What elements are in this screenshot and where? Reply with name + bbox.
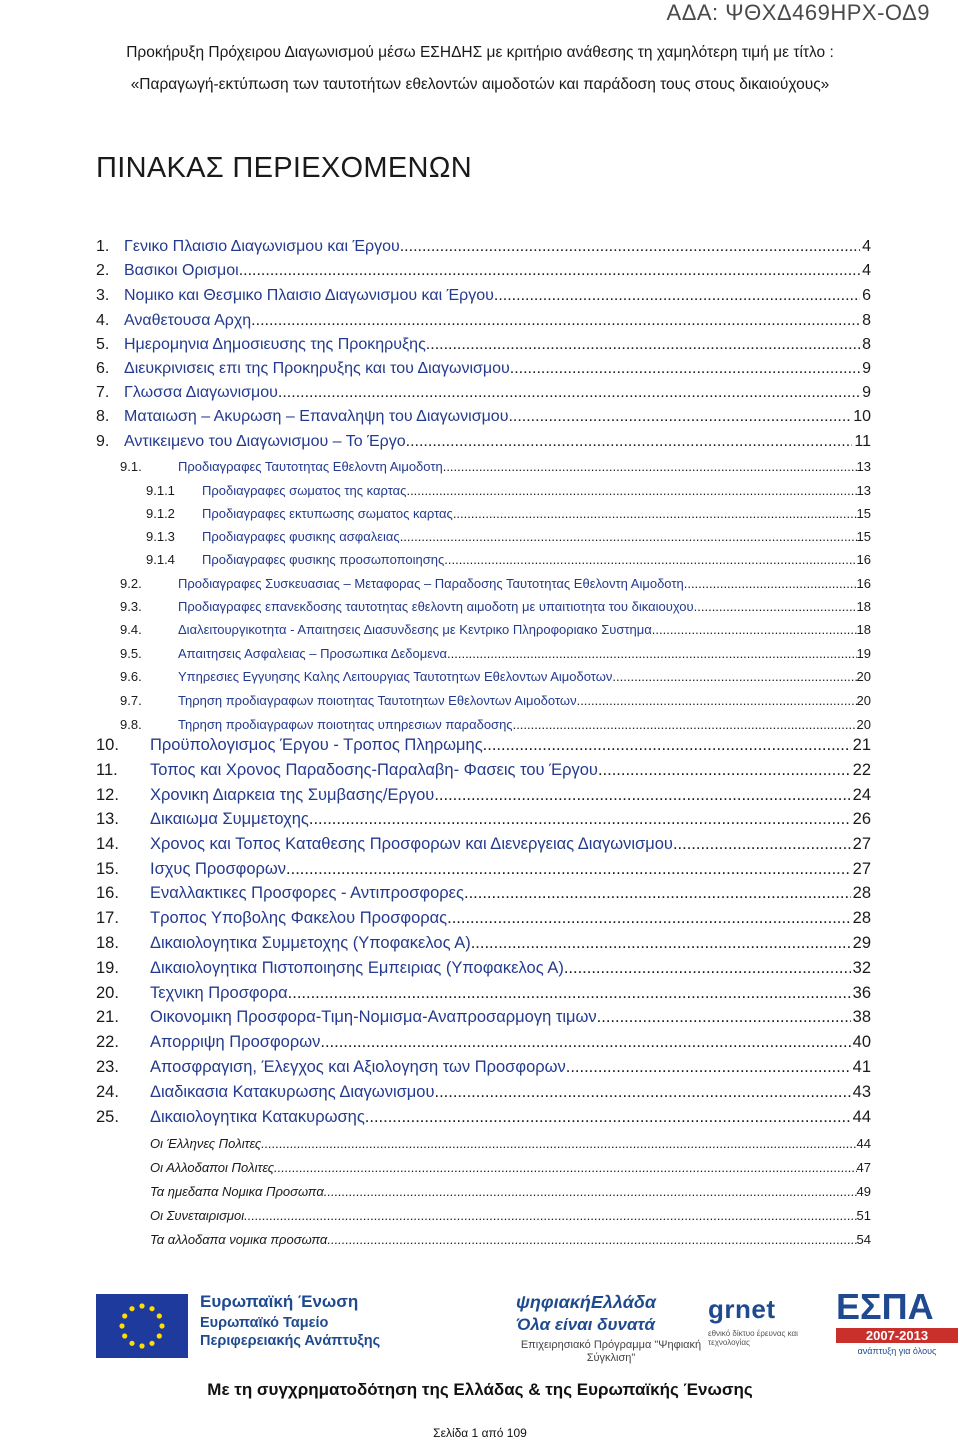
toc-entry-number: 8. bbox=[96, 408, 110, 425]
toc-entry-title: Απαιτησεις Ασφαλειας – Προσωπικα Δεδομενα bbox=[178, 646, 448, 661]
toc-entry[interactable] bbox=[96, 238, 871, 260]
toc-entry-page: 18 bbox=[856, 599, 871, 614]
toc-entry-title: Αποσφραγιση, Έλεγχος και Αξιολογηση των Προσφορων bbox=[150, 1058, 566, 1076]
toc-leader-dots bbox=[684, 576, 857, 591]
toc-entry[interactable] bbox=[150, 1208, 871, 1223]
toc-entry[interactable] bbox=[96, 835, 871, 857]
toc-leader-dots bbox=[288, 984, 851, 1003]
toc-leader-dots bbox=[577, 693, 857, 708]
toc-entry-page: 20 bbox=[856, 693, 871, 708]
toc-entry-number: 9.5. bbox=[120, 646, 142, 661]
toc-leader-dots bbox=[564, 959, 851, 978]
toc-entry-number: 5. bbox=[96, 336, 110, 353]
toc-entry-title: Προδιαγραφες Ταυτοτητας Εθελοντη Αιμοδοτη bbox=[178, 459, 443, 474]
toc-entry-page: 16 bbox=[856, 552, 871, 567]
dg-name: ψηφιακήΕλλάδα bbox=[516, 1292, 657, 1312]
toc-entry-title: Αντικειμενο του Διαγωνισμου – Το Έργο bbox=[124, 433, 406, 450]
toc-entry-number: 7. bbox=[96, 384, 110, 401]
toc-leader-dots bbox=[327, 1232, 856, 1247]
toc-entry-page: 13 bbox=[856, 483, 871, 498]
toc-entry[interactable] bbox=[146, 483, 871, 498]
toc-entry[interactable] bbox=[96, 360, 871, 382]
toc-leader-dots bbox=[400, 238, 860, 256]
toc-entry-number: 24. bbox=[96, 1083, 119, 1101]
toc-entry-number: 17. bbox=[96, 909, 119, 927]
eu-star-icon bbox=[139, 1343, 144, 1348]
eu-star-icon bbox=[122, 1333, 127, 1338]
toc-entry-title: Τα αλλοδαπα νομικα προσωπα bbox=[150, 1232, 328, 1247]
toc-entry-page: 15 bbox=[856, 506, 871, 521]
toc-entry-number: 9.8. bbox=[120, 717, 142, 732]
toc-entry-title: Προδιαγραφες φυσικης προσωποποιησης bbox=[202, 552, 445, 567]
toc-entry-page: 15 bbox=[856, 529, 871, 544]
toc-entry-page: 54 bbox=[856, 1232, 871, 1247]
toc-entry-page: 9 bbox=[862, 360, 871, 377]
toc-entry[interactable] bbox=[96, 262, 871, 284]
toc-entry-page: 24 bbox=[852, 786, 871, 804]
toc-leader-dots bbox=[444, 552, 856, 567]
toc-leader-dots bbox=[406, 483, 856, 498]
toc-leader-dots bbox=[598, 761, 851, 780]
toc-entry-page: 29 bbox=[852, 934, 871, 952]
toc-entry[interactable] bbox=[96, 959, 871, 981]
toc-entry-title: Ημερομηνια Δημοσιευσης της Προκηρυξης bbox=[124, 336, 426, 353]
toc-entry-number: 10. bbox=[96, 736, 119, 754]
toc-entry-number: 9.3. bbox=[120, 599, 142, 614]
toc-entry-number: 2. bbox=[96, 262, 110, 279]
toc-entry[interactable] bbox=[120, 646, 871, 661]
toc-entry[interactable] bbox=[150, 1232, 871, 1247]
toc-entry-number: 14. bbox=[96, 835, 119, 853]
toc-leader-dots bbox=[324, 1184, 857, 1199]
espa-tagline: ανάπτυξη για όλους bbox=[857, 1346, 937, 1356]
toc-leader-dots bbox=[278, 384, 860, 402]
eu-star-icon bbox=[159, 1323, 164, 1328]
toc-entry-number: 9.1.2 bbox=[146, 506, 175, 521]
toc-entry-number: 9.1.3 bbox=[146, 529, 175, 544]
toc-entry[interactable] bbox=[96, 909, 871, 931]
toc-entry-number: 12. bbox=[96, 786, 119, 804]
toc-entry-title: Τοπος και Χρονος Παραδοσης-Παραλαβη- Φασεις του Έργου bbox=[150, 761, 598, 779]
toc-entry[interactable] bbox=[96, 1058, 871, 1080]
toc-entry-number: 11. bbox=[96, 761, 118, 779]
toc-entry-title: Τηρηση προδιαγραφων ποιοτητας υπηρεσιων παραδοσης bbox=[178, 717, 513, 732]
toc-entry[interactable] bbox=[150, 1184, 871, 1199]
toc-leader-dots bbox=[612, 669, 856, 684]
toc-entry-title: Αναθετουσα Αρχη bbox=[124, 312, 252, 329]
toc-entry-title: Προδιαγραφες φυσικης ασφαλειας bbox=[202, 529, 400, 544]
toc-entry[interactable] bbox=[120, 459, 871, 474]
eu-star-icon bbox=[129, 1341, 134, 1346]
cofunding-statement: Με τη συγχρηματοδότηση της Ελλάδας & της Ευρωπαϊκής Ένωσης bbox=[207, 1380, 753, 1399]
toc-entry-title: Οι Έλληνες Πολιτες bbox=[150, 1136, 262, 1151]
toc-leader-dots bbox=[320, 1033, 850, 1052]
toc-entry-page: 26 bbox=[852, 810, 871, 828]
toc-entry-title: Προϋπολογισμος Έργου - Τροπος Πληρωμης bbox=[150, 736, 483, 754]
toc-leader-dots bbox=[513, 717, 857, 732]
toc-leader-dots bbox=[597, 1008, 851, 1027]
toc-entry[interactable] bbox=[96, 1033, 871, 1055]
toc-entry[interactable] bbox=[96, 761, 871, 783]
toc-leader-dots bbox=[464, 884, 851, 903]
toc-entry-number: 23. bbox=[96, 1058, 119, 1076]
page-number: Σελίδα 1 από 109 bbox=[433, 1426, 527, 1440]
toc-entry-title: Γενικο Πλαισιο Διαγωνισμου και Έργου bbox=[124, 238, 400, 255]
toc-entry-title: Οι Αλλοδαποι Πολιτες bbox=[150, 1160, 275, 1175]
toc-leader-dots bbox=[471, 934, 851, 953]
toc-entry[interactable] bbox=[146, 529, 871, 544]
toc-leader-dots bbox=[261, 1136, 856, 1151]
eu-star-icon bbox=[149, 1306, 154, 1311]
toc-entry-title: Εναλλακτικες Προσφορες - Αντιπροσφορες bbox=[150, 884, 464, 902]
toc-entry-number: 9.7. bbox=[120, 693, 142, 708]
toc-entry-page: 44 bbox=[856, 1136, 871, 1151]
toc-entry[interactable] bbox=[120, 693, 871, 708]
toc-entry-title: Γλωσσα Διαγωνισμου bbox=[124, 384, 278, 401]
ada-code: ΑΔΑ: ΨΘΧΔ469ΗΡΧ-ΟΔ9 bbox=[666, 0, 930, 25]
toc-entry-title: Οι Συνεταιρισμοι bbox=[150, 1208, 245, 1223]
toc-entry[interactable] bbox=[150, 1136, 871, 1151]
toc-entry-page: 41 bbox=[852, 1058, 871, 1076]
toc-entry[interactable] bbox=[120, 599, 871, 614]
header-line-1: Προκήρυξη Πρόχειρου Διαγωνισμού μέσω ΕΣΗΔΗΣ με κριτήριο ανάθεσης τη χαμηλότερη τιμή με τίτλο : bbox=[126, 44, 834, 61]
toc-entry-page: 40 bbox=[852, 1033, 871, 1051]
toc-leader-dots bbox=[244, 1208, 856, 1223]
toc-entry-number: 15. bbox=[96, 860, 119, 878]
toc-entry[interactable] bbox=[96, 736, 871, 758]
eu-star-icon bbox=[122, 1313, 127, 1318]
toc-leader-dots bbox=[239, 262, 860, 280]
toc-leader-dots bbox=[673, 835, 851, 854]
toc-leader-dots bbox=[483, 736, 851, 755]
toc-leader-dots bbox=[694, 599, 857, 614]
toc-leader-dots bbox=[435, 1083, 851, 1102]
toc-entry-title: Ματαιωση – Ακυρωση – Επαναληψη του Διαγωνισμου bbox=[124, 408, 509, 425]
toc-leader-dots bbox=[400, 529, 857, 544]
toc-entry-page: 20 bbox=[856, 717, 871, 732]
toc-entry-title: Δικαιολογητικα Κατακυρωσης bbox=[150, 1108, 365, 1126]
toc-entry-title: Χρονος και Τοπος Καταθεσης Προσφορων και Διενεργειας Διαγωνισμου bbox=[150, 835, 673, 853]
toc-entry-title: Διαδικασια Κατακυρωσης Διαγωνισμου bbox=[150, 1083, 435, 1101]
toc-entry-title: Βασικοι Ορισμοι bbox=[124, 262, 239, 279]
toc-leader-dots bbox=[406, 433, 853, 451]
toc-entry-page: 19 bbox=[856, 646, 871, 661]
toc-leader-dots bbox=[652, 622, 857, 637]
toc-entry-title: Τα ημεδαπα Νομικα Προσωπα bbox=[150, 1184, 324, 1199]
toc-entry-number: 13. bbox=[96, 810, 119, 828]
toc-entry-page: 4 bbox=[862, 262, 871, 279]
grnet-tagline: εθνικό δίκτυο έρευνας και τεχνολογίας bbox=[708, 1329, 798, 1347]
eu-logo-text bbox=[200, 1292, 410, 1350]
toc-leader-dots bbox=[274, 1160, 857, 1175]
toc-entry[interactable] bbox=[120, 717, 871, 732]
toc-entry-page: 8 bbox=[862, 312, 871, 329]
eu-star-icon bbox=[129, 1306, 134, 1311]
eu-star-icon bbox=[149, 1341, 154, 1346]
toc-entry-page: 22 bbox=[852, 761, 871, 779]
toc-leader-dots bbox=[309, 810, 851, 829]
toc-entry-number: 9.6. bbox=[120, 669, 142, 684]
toc-entry-page: 21 bbox=[852, 736, 871, 754]
toc-entry-number: 1. bbox=[96, 238, 110, 255]
toc-entry[interactable] bbox=[96, 884, 871, 906]
toc-entry-page: 47 bbox=[856, 1160, 871, 1175]
toc-entry-number: 21. bbox=[96, 1008, 119, 1026]
toc-entry[interactable] bbox=[150, 1160, 871, 1175]
grnet-logo bbox=[708, 1294, 818, 1347]
toc-entry[interactable] bbox=[120, 669, 871, 684]
eu-title: Ευρωπαϊκή Ένωση bbox=[200, 1292, 359, 1311]
toc-entry-number: 22. bbox=[96, 1033, 119, 1051]
eu-flag-icon bbox=[96, 1294, 188, 1358]
toc-entry[interactable] bbox=[96, 934, 871, 956]
toc-entry-page: 13 bbox=[856, 459, 871, 474]
toc-entry-number: 6. bbox=[96, 360, 110, 377]
toc-entry[interactable] bbox=[96, 312, 871, 334]
toc-entry-title: Προδιαγραφες Συσκευασιας – Μεταφορας – Παραδοσης Ταυτοτητας Εθελοντη Αιμοδοτη bbox=[178, 576, 684, 591]
toc-entry-number: 4. bbox=[96, 312, 110, 329]
toc-entry[interactable] bbox=[96, 408, 871, 430]
toc-entry-page: 51 bbox=[856, 1208, 871, 1223]
toc-entry-title: Δικαιωμα Συμμετοχης bbox=[150, 810, 309, 828]
toc-leader-dots bbox=[566, 1058, 851, 1077]
toc-title: ΠΙΝΑΚΑΣ ΠΕΡΙΕΧΟΜΕΝΩΝ bbox=[96, 152, 472, 184]
toc-leader-dots bbox=[251, 312, 860, 330]
toc-entry-page: 28 bbox=[852, 909, 871, 927]
dg-slogan: Όλα είναι δυνατά bbox=[516, 1315, 656, 1334]
toc-leader-dots bbox=[453, 506, 857, 521]
header-line-2: «Παραγωγή-εκτύπωση των ταυτοτήτων εθελοντών αιμοδοτών και παράδοση τους στους δικαιούχους» bbox=[130, 76, 830, 93]
toc-entry-page: 8 bbox=[862, 336, 871, 353]
toc-leader-dots bbox=[286, 860, 851, 879]
toc-entry-number: 3. bbox=[96, 287, 110, 304]
toc-entry-number: 9.2. bbox=[120, 576, 142, 591]
toc-entry-title: Προδιαγραφες επανεκδοσης ταυτοτητας εθελοντη αιμοδοτη με υπαιτιοτητα του δικαιουχου bbox=[178, 599, 694, 614]
toc-entry-number: 18. bbox=[96, 934, 119, 952]
toc-entry-page: 38 bbox=[852, 1008, 871, 1026]
toc-entry[interactable] bbox=[120, 576, 871, 591]
toc-entry[interactable] bbox=[120, 622, 871, 637]
toc-entry[interactable] bbox=[96, 810, 871, 832]
toc-entry-page: 4 bbox=[862, 238, 871, 255]
toc-entry[interactable] bbox=[96, 1108, 871, 1130]
toc-entry-title: Τεχνικη Προσφορα bbox=[150, 984, 288, 1002]
toc-entry-page: 36 bbox=[852, 984, 871, 1002]
toc-entry-page: 49 bbox=[856, 1184, 871, 1199]
toc-leader-dots bbox=[447, 909, 851, 928]
toc-entry-title: Διευκρινισεις επι της Προκηρυξης και του Διαγωνισμου bbox=[124, 360, 510, 377]
espa-years: 2007-2013 bbox=[836, 1328, 958, 1343]
toc-entry-number: 16. bbox=[96, 884, 119, 902]
toc-entry[interactable] bbox=[96, 384, 871, 406]
toc-entry-page: 20 bbox=[856, 669, 871, 684]
toc-entry[interactable] bbox=[146, 552, 871, 567]
toc-leader-dots bbox=[510, 360, 860, 378]
eu-star-icon bbox=[157, 1333, 162, 1338]
toc-entry[interactable] bbox=[96, 860, 871, 882]
toc-entry-title: Υπηρεσιες Εγγυησης Καλης Λειτουργιας Ταυτοτητων Εθελοντων Αιμοδοτων bbox=[178, 669, 613, 684]
toc-entry-title: Προδιαγραφες εκτυπωσης σωματος καρτας bbox=[202, 506, 453, 521]
digital-greece-logo bbox=[516, 1292, 706, 1365]
toc-entry[interactable] bbox=[96, 287, 871, 309]
toc-entry-title: Απορριψη Προσφορων bbox=[150, 1033, 321, 1051]
toc-entry-title: Δικαιολογητικα Πιστοποιησης Εμπειριας (Υποφακελος Α) bbox=[150, 959, 564, 977]
toc-entry-title: Τροπος Υποβολης Φακελου Προσφορας bbox=[150, 909, 448, 927]
toc-entry-page: 11 bbox=[854, 433, 871, 450]
toc-entry-number: 9.1.4 bbox=[146, 552, 175, 567]
toc-entry[interactable] bbox=[96, 433, 871, 455]
toc-entry-number: 9. bbox=[96, 433, 110, 450]
espa-name: ΕΣΠΑ bbox=[836, 1286, 934, 1327]
toc-entry-title: Ισχυς Προσφορων bbox=[150, 860, 287, 878]
toc-entry[interactable] bbox=[96, 984, 871, 1006]
espa-logo bbox=[836, 1288, 958, 1356]
toc-leader-dots bbox=[434, 786, 850, 805]
toc-leader-dots bbox=[447, 646, 857, 661]
toc-entry-title: Δικαιολογητικα Συμμετοχης (Υποφακελος Α) bbox=[150, 934, 471, 952]
toc-entry-number: 9.1. bbox=[120, 459, 142, 474]
toc-entry-page: 27 bbox=[852, 835, 871, 853]
toc-entry-title: Οικονομικη Προσφορα-Τιμη-Νομισμα-Αναπροσαρμογη τιμων bbox=[150, 1008, 597, 1026]
toc-entry-page: 32 bbox=[852, 959, 871, 977]
grnet-name: grnet bbox=[708, 1294, 776, 1324]
toc-entry-page: 6 bbox=[862, 287, 871, 304]
eu-star-icon bbox=[119, 1323, 124, 1328]
dg-program: Επιχειρησιακό Πρόγραμμα "Ψηφιακή Σύγκλιση" bbox=[520, 1339, 702, 1364]
toc-leader-dots bbox=[494, 287, 860, 305]
toc-entry-title: Διαλειτουργικοτητα - Απαιτησεις Διασυνδεσης με Κεντρικο Πληροφοριακο Συστημα bbox=[178, 622, 652, 637]
toc-leader-dots bbox=[443, 459, 857, 474]
toc-leader-dots bbox=[426, 336, 860, 354]
toc-entry-page: 28 bbox=[852, 884, 871, 902]
toc-entry-title: Τηρηση προδιαγραφων ποιοτητας Ταυτοτητων Εθελοντων Αιμοδοτων bbox=[178, 693, 577, 708]
toc-entry-number: 19. bbox=[96, 959, 119, 977]
toc-entry[interactable] bbox=[96, 786, 871, 808]
toc-entry-number: 9.4. bbox=[120, 622, 142, 637]
toc-entry-title: Προδιαγραφες σωματος της καρτας bbox=[202, 483, 407, 498]
toc-entry-number: 25. bbox=[96, 1108, 119, 1126]
toc-entry[interactable] bbox=[96, 1008, 871, 1030]
toc-entry-title: Νομικο και Θεσμικο Πλαισιο Διαγωνισμου και Έργου bbox=[124, 287, 494, 304]
eu-star-icon bbox=[157, 1313, 162, 1318]
toc-leader-dots bbox=[365, 1108, 851, 1127]
toc-entry-page: 43 bbox=[852, 1083, 871, 1101]
toc-entry-page: 9 bbox=[862, 384, 871, 401]
toc-entry-page: 10 bbox=[853, 408, 871, 425]
toc-entry-number: 20. bbox=[96, 984, 119, 1002]
footer-logos bbox=[96, 1286, 937, 1368]
eu-star-icon bbox=[139, 1303, 144, 1308]
toc-entry-page: 18 bbox=[856, 622, 871, 637]
toc-entry[interactable] bbox=[96, 1083, 871, 1105]
toc-entry-page: 44 bbox=[852, 1108, 871, 1126]
toc-entry-title: Χρονικη Διαρκεια της Συμβασης/Εργου bbox=[150, 786, 435, 804]
toc-leader-dots bbox=[508, 408, 851, 426]
toc-entry-number: 9.1.1 bbox=[146, 483, 175, 498]
eu-fund: Ευρωπαϊκό Ταμείο Περιφερειακής Ανάπτυξης bbox=[200, 1315, 381, 1349]
toc-entry[interactable] bbox=[96, 336, 871, 358]
toc-entry-page: 27 bbox=[852, 860, 871, 878]
toc-entry-page: 16 bbox=[856, 576, 871, 591]
toc-entry[interactable] bbox=[146, 506, 871, 521]
